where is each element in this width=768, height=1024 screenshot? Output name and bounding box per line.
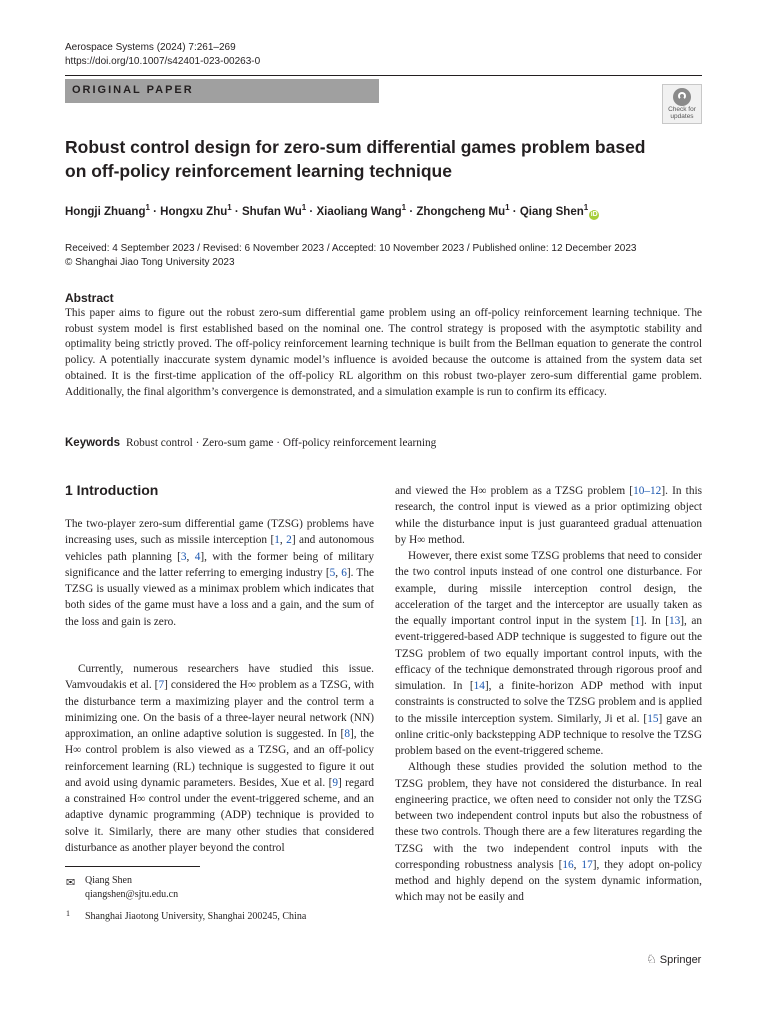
paragraph-run: The two-player zero-sum differential game (TZSG) problems have increasing uses, such as missile interception [	[65, 518, 374, 547]
author-separator: ·	[509, 205, 520, 218]
citation-link[interactable]: 13	[668, 615, 681, 627]
citation-link[interactable]: 1	[634, 615, 641, 627]
paragraph-run: ] gave an online critic-only backstepping ADP technique to resolve the TZSG problem based on the event-triggered scheme.	[395, 712, 702, 757]
publisher-name: Springer	[659, 954, 702, 966]
paragraph-text	[395, 759, 702, 905]
paragraph-text	[65, 516, 374, 630]
author-name[interactable]: Hongxu Zhu	[160, 205, 228, 218]
paragraph-run: Currently, numerous researchers have studied this issue. Vamvoudakis et al. [	[65, 663, 374, 692]
paragraph-run: ]. In [	[640, 615, 669, 627]
body-paragraph	[65, 661, 374, 856]
paragraph-run: ]. The TZSG is usually viewed as a minimax problem which indicates that both sides of the game must have a loss and a gain, and the sum of the loss and gain is zero.	[65, 566, 374, 628]
author-separator: ·	[231, 205, 242, 218]
corresponding-author-email[interactable]: qiangshen@sjtu.edu.cn	[85, 889, 179, 900]
body-paragraph	[65, 516, 374, 630]
paragraph-run: ], with the former being of military significance and the latter referring to emerging industry [	[65, 550, 374, 579]
paragraph-run: ,	[186, 550, 195, 563]
citation-link[interactable]: 14	[473, 680, 485, 692]
author-affil-mark: 1	[401, 203, 407, 212]
author-name[interactable]: Xiaoliang Wang	[316, 205, 402, 218]
author-affil-mark: 1	[145, 203, 150, 212]
citation-link[interactable]: 8	[344, 728, 350, 740]
crossmark-icon	[673, 88, 691, 106]
section-heading: 1 Introduction	[65, 482, 159, 498]
paper-title: Robust control design for zero-sum differential games problem based on off-policy reinforcement learning technique	[65, 137, 646, 181]
citation-link[interactable]: 5	[329, 566, 336, 579]
paragraph-run: and viewed the H∞ problem as a TZSG problem [	[395, 485, 634, 497]
paragraph-run: ], a finite-horizon ADP method with input constraints is constructed to solve the TZSG problem and is applied to the missile interception system. Similarly, Ji et al. [	[395, 680, 703, 725]
orcid-icon[interactable]: iD	[590, 210, 598, 218]
author-name[interactable]: Shufan Wu	[241, 205, 302, 218]
paper-type-banner: ORIGINAL PAPER	[65, 79, 379, 103]
author-separator: ·	[306, 205, 317, 218]
journal-doi-link[interactable]: https://doi.org/10.1007/s42401-023-00263-0	[65, 56, 261, 67]
paragraph-text	[395, 483, 702, 548]
author-name[interactable]: Qiang Shen	[519, 205, 584, 218]
paragraph-run: Although these studies provided the solution method to the TZSG problem, they have not considered the disturbance. In real engineering practice, we often need to consider not only the TZSG between two independent control inputs but also the robustness of these two controls. Though there are a few literatures regarding the TZSG with the two independent control inputs with the corresponding robustness analysis [	[395, 761, 702, 871]
abstract-heading: Abstract	[65, 291, 114, 305]
paragraph-run: ] and autonomous vehicles path planning [	[65, 534, 375, 563]
crossmark-label-1: Check for	[668, 106, 696, 113]
envelope-icon: ✉	[66, 877, 76, 889]
citation-link[interactable]: 16	[562, 858, 574, 871]
paragraph-run: ], they adopt on-policy method and highly depend on the system dynamic information, which may not be easily and	[395, 858, 703, 904]
citation-link[interactable]: 4	[194, 550, 201, 563]
citation-link[interactable]: 3	[180, 550, 187, 563]
paragraph-run: ] regard a constrained H∞ control under the event-triggered scheme, and an adaptive dynamic programming (ADP) technique is provided to solve it. Similarly, there are many other studies that considered disturbance as another player beyond the control	[65, 776, 374, 854]
paragraph-run: ,	[279, 534, 287, 547]
author-name[interactable]: Hongji Zhuang	[65, 205, 146, 218]
paragraph-run: ], the H∞ control problem is also viewed as a TZSG, and an off-policy reinforcement learning (RL) technique is suggested to figure it out and avoid using dynamic parameters. Besides, Xue et al. [	[65, 728, 374, 789]
author-separator: ·	[406, 205, 417, 218]
citation-link[interactable]: 1	[274, 534, 280, 547]
paragraph-run: However, there exist some TZSG problems that need to consider the two control inputs instead of one control one disturbance. For example, during missile interception control design, the acceleration of the target and the interceptor are usually taken as the equally important control input in the system [	[395, 550, 702, 627]
abstract-text: This paper aims to figure out the robust zero-sum differential game problem using an off-policy reinforcement learning technique. The robust system model is first established based on the nominal one. The control strategy is proposed with the asymptotic stability and optimality being strictly proved. The off-policy reinforcement learning technique is built from the Bellman equation to generate the control policy. A potentially inaccurate system dynamic model’s influence is avoided because the outcome is attained from the system data set obtained. It is the first-time application of the off-policy RL algorithm on this robust two-player zero-sum differential game problem. Additionally, the final algorithm’s convergence is demonstrated, and a simulation example is run to confirm its efficacy.	[65, 307, 702, 398]
journal-info	[65, 41, 260, 69]
citation-link[interactable]: 17	[581, 858, 593, 871]
check-for-updates-badge[interactable]	[662, 84, 702, 124]
article-dates	[65, 242, 636, 270]
author-affil-mark: 1	[227, 203, 232, 212]
citation-link[interactable]: 10–12	[633, 485, 662, 497]
paragraph-run: ,	[335, 566, 342, 579]
springer-horse-icon: ♘	[646, 952, 657, 966]
paragraph-text	[65, 661, 374, 856]
footnote-rule	[65, 866, 200, 867]
crossmark-label-2: updates	[670, 113, 694, 120]
copyright-line: © Shanghai Jiao Tong University 2023	[65, 257, 235, 268]
author-name[interactable]: Zhongcheng Mu	[416, 205, 506, 218]
citation-link[interactable]: 15	[647, 712, 659, 725]
paragraph-run: ,	[573, 858, 582, 871]
author-list	[65, 203, 599, 220]
paragraph-text	[395, 548, 702, 759]
keywords-text: Robust control · Zero-sum game · Off-policy reinforcement learning	[125, 437, 437, 449]
corresponding-author-name: Qiang Shen	[85, 875, 132, 886]
author-separator: ·	[149, 205, 161, 218]
affiliation-number: 1	[66, 909, 70, 918]
author-affil-mark: 1	[583, 203, 589, 212]
paragraph-run: ] considered the H∞ problem as a TZSG, with the disturbance term a maximizing player and the control term a minimizing one. On the basis of a three-layer neural network (NN) approximation, an online adaptive solution is suggested. In [	[65, 679, 374, 740]
keywords-label: Keywords	[65, 437, 120, 449]
article-history: Received: 4 September 2023 / Revised: 6 November 2023 / Accepted: 10 November 2023 / Published online: 12 December 2023	[65, 243, 637, 254]
publisher-mark	[646, 952, 701, 966]
author-affil-mark: 1	[505, 203, 510, 212]
citation-link[interactable]: 6	[341, 566, 347, 579]
journal-citation: Aerospace Systems (2024) 7:261–269	[65, 42, 236, 53]
keywords-line	[65, 437, 436, 449]
author-affil-mark: 1	[301, 203, 307, 212]
paragraph-run: ]. In this research, the control input is viewed as a prior optimizing object while the disturbance input is just guaranteed gradual attenuation by H∞ method.	[395, 485, 703, 546]
citation-link[interactable]: 9	[332, 776, 338, 789]
citation-link[interactable]: 2	[286, 534, 292, 547]
paragraph-run: ], an event-triggered-based ADP technique is suggested to figure out the TZSG problem of two equally important control inputs, with the efficacy of the technique demonstrated through rigorous proof and simulation. In [	[395, 615, 702, 692]
citation-link[interactable]: 7	[158, 679, 165, 692]
header-rule	[65, 75, 702, 76]
affiliation-text: Shanghai Jiaotong University, Shanghai 200245, China	[85, 911, 307, 922]
body-column-right	[395, 483, 702, 906]
